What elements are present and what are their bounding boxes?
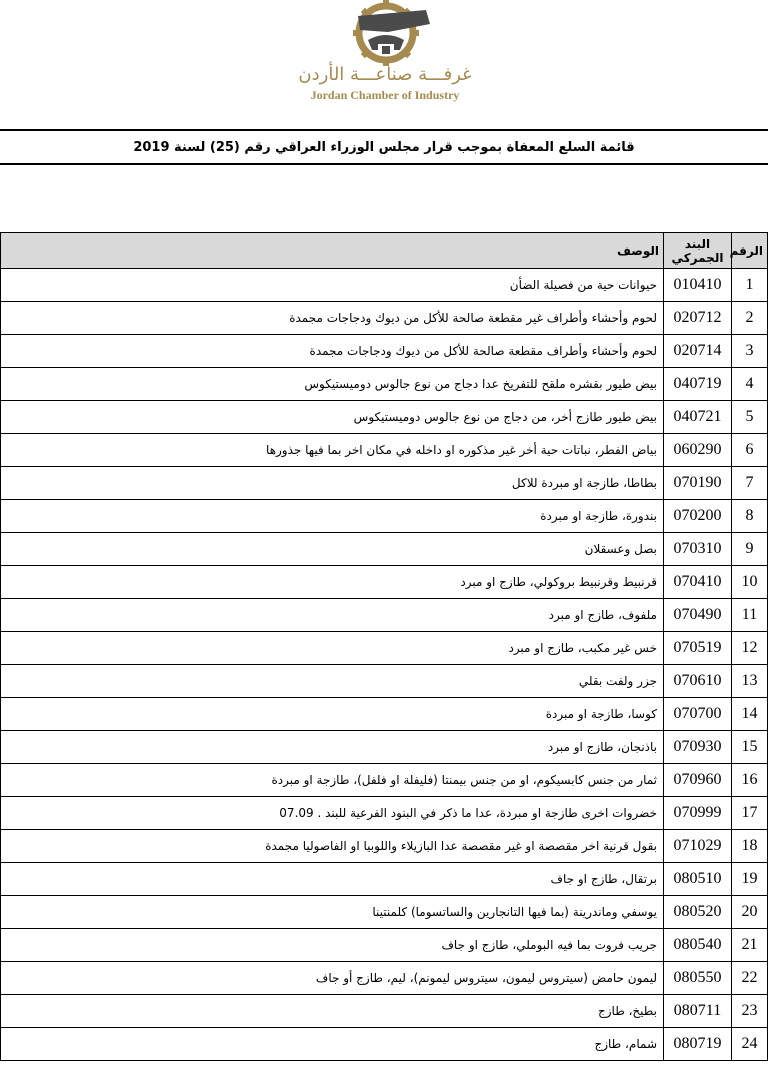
document-title: قائمة السلع المعفاة بموجب قرار مجلس الوزراء العراقي رقم (25) لسنة 2019: [133, 140, 635, 155]
tariff-code-cell: 070519: [664, 632, 732, 665]
table-row: [1, 500, 768, 533]
row-number-cell: 20: [732, 896, 768, 929]
table-row: [1, 401, 768, 434]
description-cell: بطاطا، طازجة او مبردة للاكل: [1, 467, 664, 500]
tariff-code-cell: 070410: [664, 566, 732, 599]
row-number-cell: 14: [732, 698, 768, 731]
tariff-code-cell: 070610: [664, 665, 732, 698]
tariff-code-cell: 020712: [664, 302, 732, 335]
tariff-code-cell: 070960: [664, 764, 732, 797]
tariff-code-cell: 080719: [664, 1028, 732, 1061]
table-row: [1, 632, 768, 665]
description-cell: جزر ولفت بقلي: [1, 665, 664, 698]
description-cell: بندورة، طازجة او مبردة: [1, 500, 664, 533]
row-number-cell: 3: [732, 335, 768, 368]
tariff-code-cell: 020714: [664, 335, 732, 368]
table-row: [1, 302, 768, 335]
row-number-cell: 8: [732, 500, 768, 533]
row-number-cell: 12: [732, 632, 768, 665]
exempt-goods-table: [0, 232, 768, 1061]
row-number-cell: 16: [732, 764, 768, 797]
row-number-cell: 5: [732, 401, 768, 434]
table-row: [1, 929, 768, 962]
tariff-code-cell: 070490: [664, 599, 732, 632]
row-number-cell: 23: [732, 995, 768, 1028]
description-cell: برتقال، طازج او جاف: [1, 863, 664, 896]
description-cell: بطيخ، طازج: [1, 995, 664, 1028]
description-cell: بيض طيور طازج أخر، من دجاج من نوع جالوس دوميستيكوس: [1, 401, 664, 434]
description-cell: يوسفي وماندرينة (بما فيها التانجارين والساتسوما) كلمنتينا: [1, 896, 664, 929]
row-number-cell: 17: [732, 797, 768, 830]
table-row: [1, 962, 768, 995]
tariff-code-cell: 040719: [664, 368, 732, 401]
row-number-cell: 10: [732, 566, 768, 599]
description-cell: جريب فروت بما فيه البوملي، طازج او جاف: [1, 929, 664, 962]
tariff-code-cell: 080510: [664, 863, 732, 896]
table-row: [1, 764, 768, 797]
tariff-code-cell: 080520: [664, 896, 732, 929]
tariff-code-cell: 080550: [664, 962, 732, 995]
chamber-emblem-icon: [338, 0, 434, 66]
table-row: [1, 533, 768, 566]
table-row: [1, 863, 768, 896]
table-row: [1, 566, 768, 599]
description-cell: لحوم وأحشاء وأطراف مقطعة صالحة للأكل من ديوك ودجاجات مجمدة: [1, 335, 664, 368]
description-cell: حيوانات حية من فصيلة الضأن: [1, 269, 664, 302]
chamber-logo: [290, 0, 480, 108]
table-row: [1, 269, 768, 302]
tariff-code-cell: 080540: [664, 929, 732, 962]
table-row: [1, 599, 768, 632]
tariff-code-cell: 070190: [664, 467, 732, 500]
tariff-code-cell: 010410: [664, 269, 732, 302]
table-row: [1, 665, 768, 698]
tariff-code-cell: 070310: [664, 533, 732, 566]
row-number-cell: 21: [732, 929, 768, 962]
description-cell: بقول قرنية اخر مقصصة او غير مقصصة عدا البازيلاء واللوبيا او الفاصوليا مجمدة: [1, 830, 664, 863]
column-header-code: البند الجمركي: [664, 233, 732, 269]
table-row: [1, 896, 768, 929]
description-cell: قرنبيط وقرنبيط بروكولي، طازج او مبرد: [1, 566, 664, 599]
tariff-code-cell: 070700: [664, 698, 732, 731]
logo-arabic-text: غرفـــة صناعـــة الأردن: [298, 64, 472, 85]
description-cell: ملفوف، طازج او مبرد: [1, 599, 664, 632]
description-cell: لحوم وأحشاء وأطراف غير مقطعة صالحة للأكل من ديوك ودجاجات مجمدة: [1, 302, 664, 335]
row-number-cell: 6: [732, 434, 768, 467]
tariff-code-cell: 060290: [664, 434, 732, 467]
description-cell: كوسا، طازجة او مبردة: [1, 698, 664, 731]
description-cell: ثمار من جنس كابسيكوم، او من جنس بيمنتا (فليفلة او فلفل)، طازجة او مبردة: [1, 764, 664, 797]
title-bar: [0, 129, 768, 165]
row-number-cell: 2: [732, 302, 768, 335]
tariff-code-cell: 070930: [664, 731, 732, 764]
table-row: [1, 698, 768, 731]
row-number-cell: 4: [732, 368, 768, 401]
description-cell: خضروات اخرى طازجة او مبردة، عدا ما ذكر في البنود الفرعية للبند . 07.09: [1, 797, 664, 830]
table-row: [1, 797, 768, 830]
table-row: [1, 434, 768, 467]
description-cell: بصل وعسقلان: [1, 533, 664, 566]
table-row: [1, 731, 768, 764]
description-cell: بياض الفطر، نباتات حية أخر غير مذكوره او داخله في مكان اخر بما فيها جذورها: [1, 434, 664, 467]
row-number-cell: 22: [732, 962, 768, 995]
column-header-description: الوصف: [1, 233, 664, 269]
description-cell: خس غير مكبب، طازج او مبرد: [1, 632, 664, 665]
tariff-code-cell: 070999: [664, 797, 732, 830]
table-row: [1, 995, 768, 1028]
table-row: [1, 1028, 768, 1061]
table-row: [1, 467, 768, 500]
tariff-code-cell: 080711: [664, 995, 732, 1028]
table-row: [1, 830, 768, 863]
table-row: [1, 368, 768, 401]
description-cell: بيض طيور بقشره ملقح للتفريخ عدا دجاج من نوع جالوس دوميستيكوس: [1, 368, 664, 401]
column-header-number: الرقم: [732, 233, 768, 269]
row-number-cell: 7: [732, 467, 768, 500]
row-number-cell: 13: [732, 665, 768, 698]
row-number-cell: 24: [732, 1028, 768, 1061]
row-number-cell: 15: [732, 731, 768, 764]
row-number-cell: 1: [732, 269, 768, 302]
row-number-cell: 19: [732, 863, 768, 896]
table-header-row: [1, 233, 768, 269]
tariff-code-cell: 040721: [664, 401, 732, 434]
description-cell: باذنجان، طازج او مبرد: [1, 731, 664, 764]
description-cell: ليمون حامض (سيتروس ليمون، سيتروس ليمونم)، ليم، طازج أو جاف: [1, 962, 664, 995]
tariff-code-cell: 070200: [664, 500, 732, 533]
row-number-cell: 18: [732, 830, 768, 863]
row-number-cell: 9: [732, 533, 768, 566]
tariff-code-cell: 071029: [664, 830, 732, 863]
logo-english-text: Jordan Chamber of Industry: [310, 88, 460, 102]
table-row: [1, 335, 768, 368]
description-cell: شمام، طازج: [1, 1028, 664, 1061]
row-number-cell: 11: [732, 599, 768, 632]
